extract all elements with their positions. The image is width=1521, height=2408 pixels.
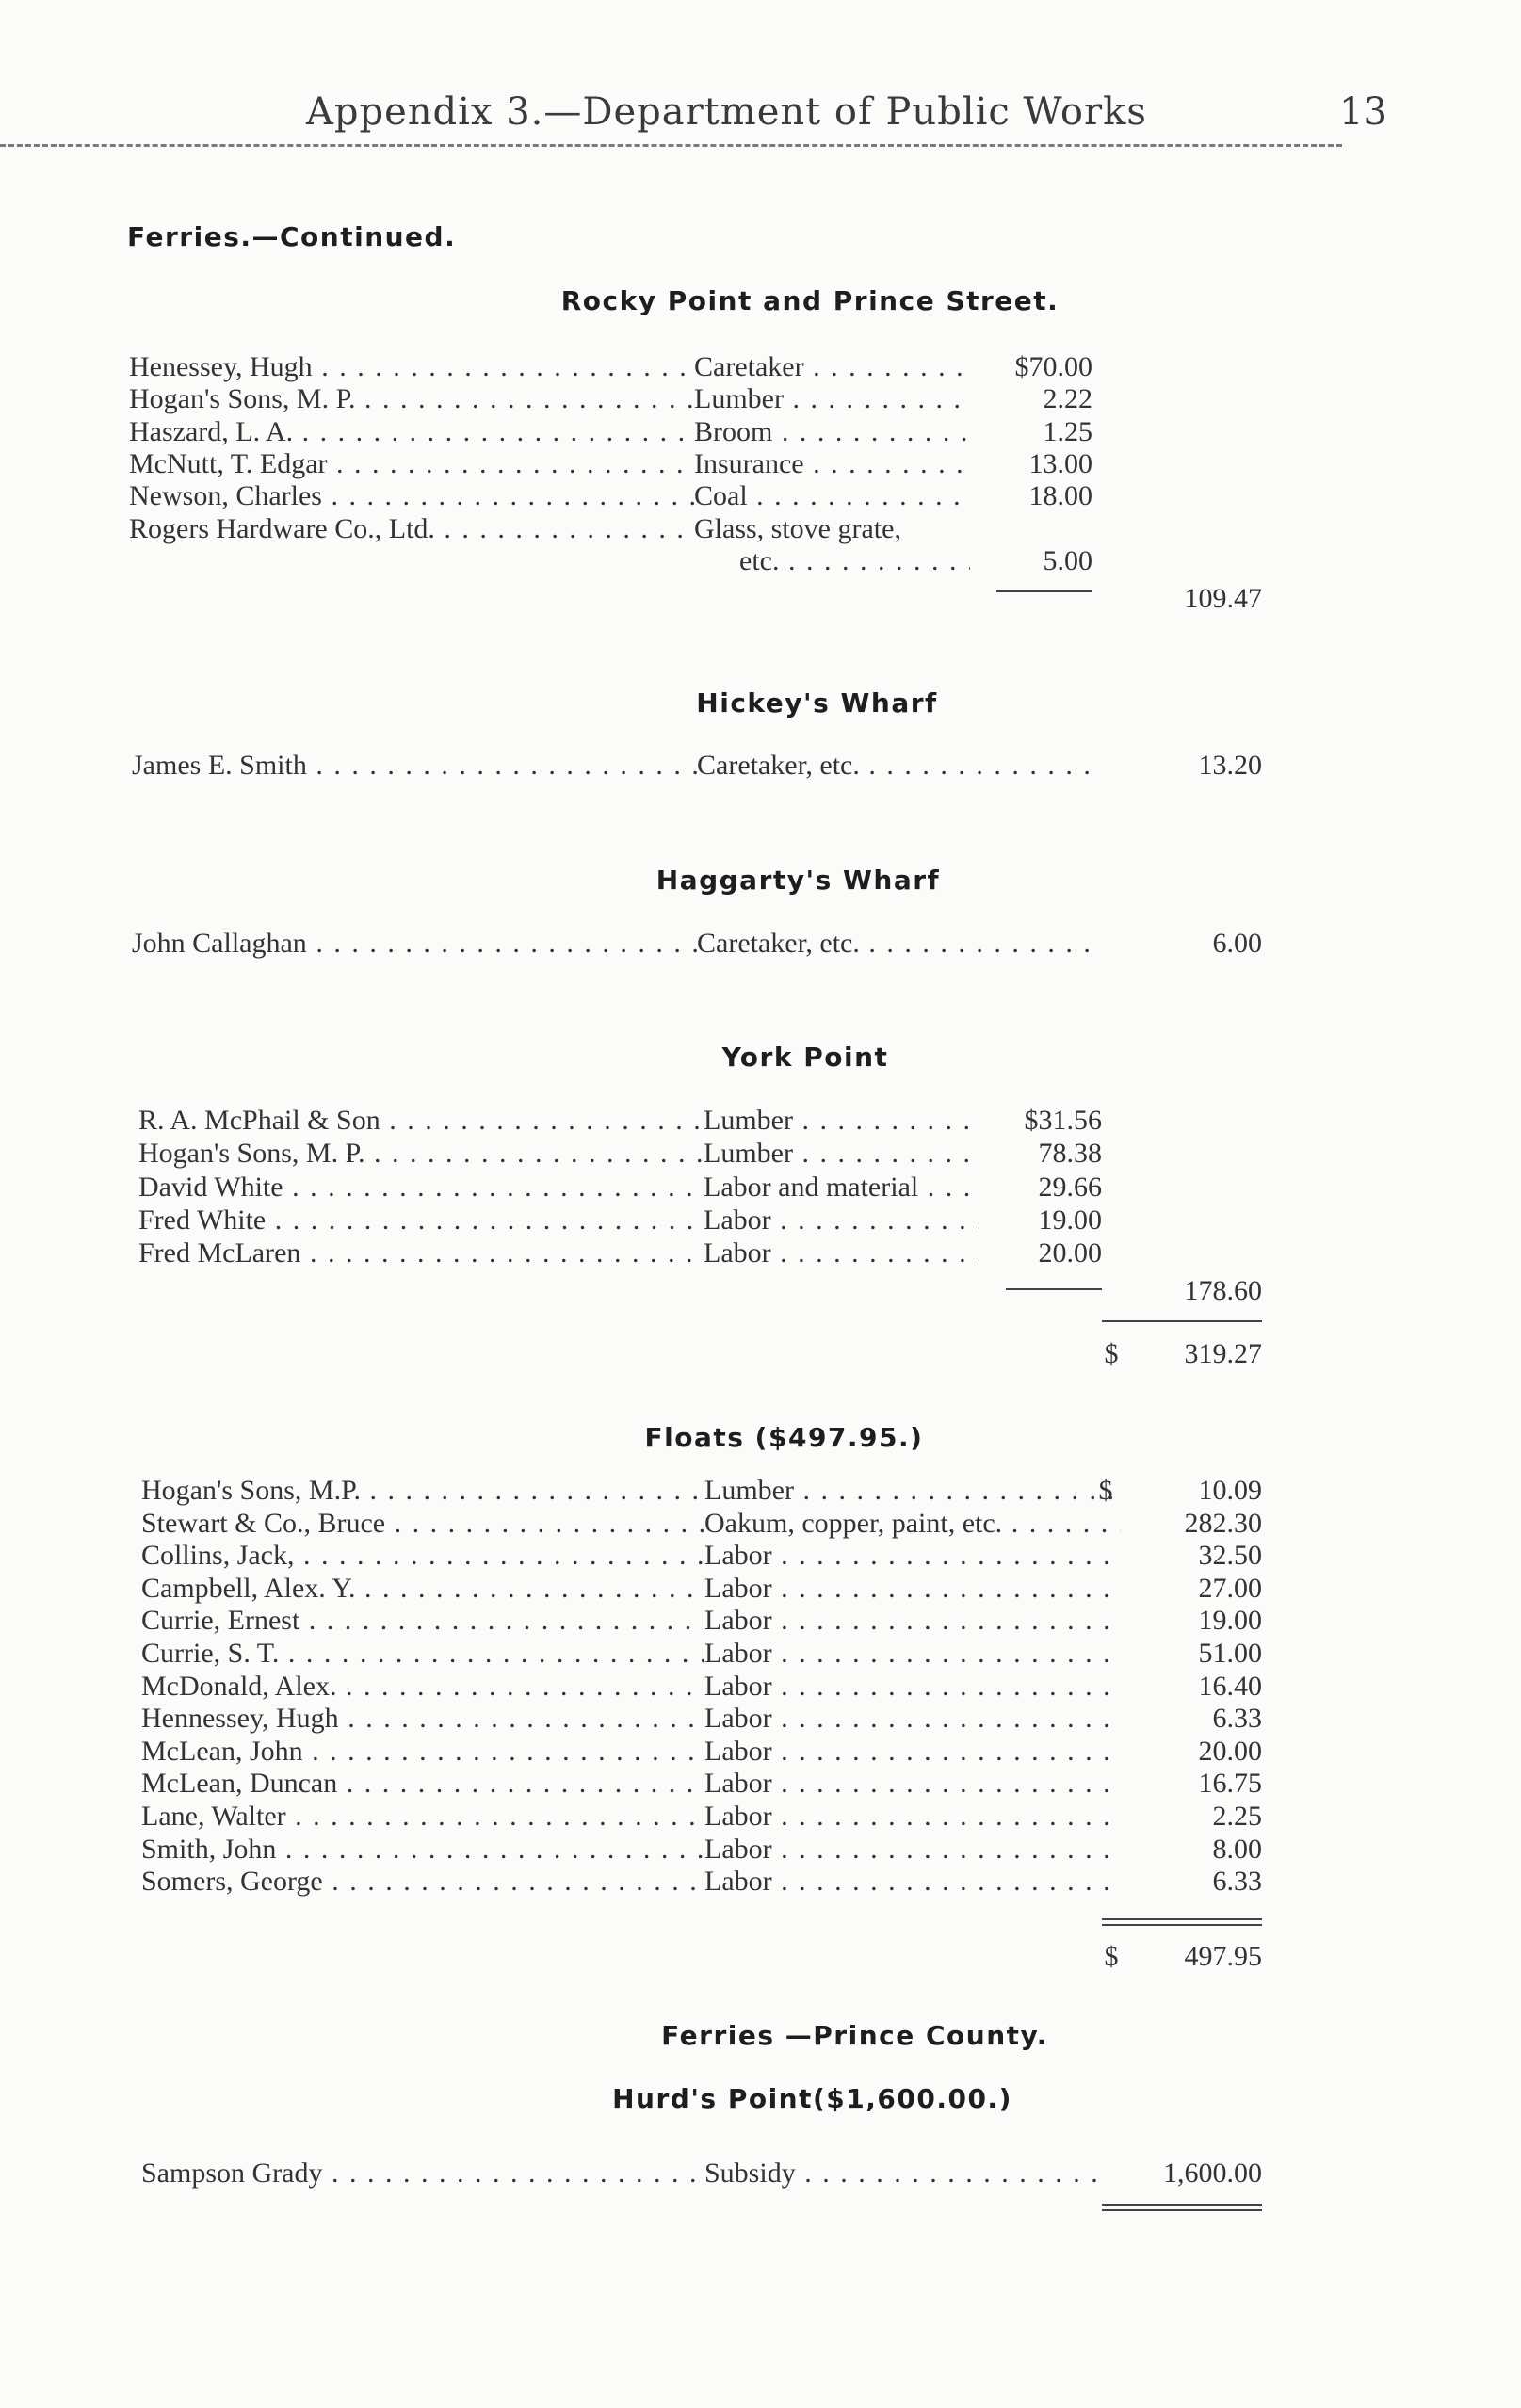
entry-item: Lumber . . . xyxy=(704,1474,1121,1508)
entry-item: Lumber . . . xyxy=(704,1104,979,1138)
entry-amount: 78.38 xyxy=(1038,1138,1102,1170)
entry-name: James E. Smith . . . xyxy=(132,749,697,783)
rocky-continuation-row xyxy=(0,544,1521,578)
subsection-title-york-point: York Point xyxy=(721,1042,889,1073)
entry-item: Labor . . . xyxy=(704,1833,1121,1867)
header-title: Appendix 3.—Department of Public Works xyxy=(306,90,1147,134)
entry-amount: 282.30 xyxy=(1184,1507,1262,1539)
entry-row xyxy=(0,350,1521,384)
subsection-title-haggartys-wharf: Haggarty's Wharf xyxy=(655,865,941,896)
entry-name: Lane, Walter . . . xyxy=(141,1800,704,1834)
entry-item: Glass, stove grate, xyxy=(694,512,901,544)
entry-name: John Callaghan . . . xyxy=(132,927,697,961)
entry-item: Labor . . . xyxy=(704,1572,1121,1606)
entry-amount: 16.75 xyxy=(1198,1768,1262,1800)
entry-amount: 19.00 xyxy=(1038,1204,1102,1236)
entry-row xyxy=(0,1604,1521,1638)
entry-name: Haszard, L. A. . . . xyxy=(129,415,694,449)
entry-row xyxy=(0,1767,1521,1801)
entry-name: Collins, Jack, . . . xyxy=(141,1539,704,1573)
entry-amount: 1.25 xyxy=(1043,415,1092,447)
entry-name: Fred White . . . xyxy=(138,1204,704,1237)
entry-row xyxy=(0,1539,1521,1573)
entry-row xyxy=(0,382,1521,416)
york-total-row xyxy=(0,1274,1521,1308)
entry-amount: 19.00 xyxy=(1198,1605,1262,1637)
entry-amount: 8.00 xyxy=(1212,1833,1262,1865)
entry-row xyxy=(0,1171,1521,1204)
entry-amount: 32.50 xyxy=(1198,1540,1262,1572)
entry-item: Labor and material . . . xyxy=(704,1171,979,1204)
entry-amount: 2.25 xyxy=(1212,1801,1262,1832)
entry-row xyxy=(0,1833,1521,1867)
header-rule xyxy=(0,144,1342,147)
entry-row xyxy=(0,512,1521,546)
entry-row xyxy=(0,1204,1521,1237)
entry-name: McLean, John . . . xyxy=(141,1735,704,1769)
entry-item: Caretaker, etc. . . . xyxy=(697,749,1092,783)
entry-row xyxy=(0,1702,1521,1736)
section-title-prince-county: Ferries —Prince County. xyxy=(661,2020,1048,2051)
entry-name: Rogers Hardware Co., Ltd. . . . xyxy=(129,512,694,546)
ferries-grand-total-row xyxy=(0,1337,1521,1371)
entry-item: Labor . . . xyxy=(704,1637,1121,1671)
entry-row xyxy=(0,415,1521,449)
haggarty-entry-row xyxy=(0,927,1521,961)
entry-item: Coal . . . xyxy=(694,479,970,513)
entry-item: etc. . . . xyxy=(739,544,970,578)
entry-row xyxy=(0,1572,1521,1606)
rocky-total-row xyxy=(0,582,1521,616)
entry-name: Henessey, Hugh . . . xyxy=(129,350,694,384)
entry-amount: 10.09 xyxy=(1198,1475,1262,1506)
section-total: 178.60 xyxy=(1184,1275,1262,1306)
entry-name: Stewart & Co., Bruce . . . xyxy=(141,1507,704,1541)
entry-row xyxy=(0,1800,1521,1834)
entry-item: Lumber . . . xyxy=(694,382,970,416)
entry-amount: 18.00 xyxy=(1028,480,1092,512)
grand-total-rule xyxy=(1102,1320,1262,1322)
entry-name: Somers, George . . . xyxy=(141,1865,704,1899)
page-number: 13 xyxy=(1339,90,1387,134)
floats-total-row xyxy=(0,1940,1521,1974)
subsection-title-rocky-point: Rocky Point and Prince Street. xyxy=(560,285,1060,316)
entry-name: Sampson Grady . . . xyxy=(141,2157,704,2190)
entry-name: Newson, Charles . . . xyxy=(129,479,694,513)
subsection-title-floats: Floats ($497.95.) xyxy=(644,1422,924,1453)
entry-item: Labor . . . xyxy=(704,1800,1121,1834)
entry-amount: 51.00 xyxy=(1198,1638,1262,1669)
double-rule xyxy=(1102,2204,1262,2211)
entry-name: R. A. McPhail & Son . . . xyxy=(138,1104,704,1138)
entry-item: Lumber . . . xyxy=(704,1137,979,1171)
entry-amount: $31.56 xyxy=(1024,1105,1102,1136)
entry-row xyxy=(0,1104,1521,1138)
entry-amount: 27.00 xyxy=(1198,1572,1262,1604)
currency-sign: $ xyxy=(1104,1941,1119,1972)
entry-amount: 29.66 xyxy=(1038,1171,1102,1203)
entry-name: Hogan's Sons, M. P. . . . xyxy=(129,382,694,416)
entry-row xyxy=(0,1507,1521,1541)
currency-sign: $ xyxy=(1098,1475,1113,1506)
entry-item: Labor . . . xyxy=(704,1670,1121,1704)
entry-row xyxy=(0,1236,1521,1270)
entry-name: Currie, Ernest . . . xyxy=(141,1604,704,1638)
entry-name: Currie, S. T. . . . xyxy=(141,1637,704,1671)
entry-amount: 20.00 xyxy=(1198,1735,1262,1767)
entry-amount: 13.00 xyxy=(1028,447,1092,479)
double-rule xyxy=(1102,1918,1262,1926)
entry-item: Subsidy . . . xyxy=(704,2157,1100,2190)
entry-row xyxy=(0,1670,1521,1704)
section-total: 6.00 xyxy=(1212,928,1262,959)
entry-amount: 16.40 xyxy=(1198,1670,1262,1702)
entry-item: Labor . . . xyxy=(704,1735,1121,1769)
entry-row xyxy=(0,1474,1521,1508)
entry-name: Smith, John . . . xyxy=(141,1833,704,1867)
entry-item: Oakum, copper, paint, etc. . . . xyxy=(704,1507,1121,1541)
entry-name: McLean, Duncan . . . xyxy=(141,1767,704,1801)
entry-item: Labor . . . xyxy=(704,1539,1121,1573)
entry-row xyxy=(0,479,1521,513)
entry-name: McNutt, T. Edgar . . . xyxy=(129,447,694,481)
entry-item: Labor . . . xyxy=(704,1767,1121,1801)
entry-amount: 6.33 xyxy=(1212,1703,1262,1735)
entry-amount: 5.00 xyxy=(1043,545,1092,576)
subsection-title-hickeys-wharf: Hickey's Wharf xyxy=(696,687,938,719)
entry-item: Labor . . . xyxy=(704,1702,1121,1736)
entry-item: Caretaker . . . xyxy=(694,350,970,384)
entry-amount: 6.33 xyxy=(1212,1866,1262,1898)
hickey-entry-row xyxy=(0,749,1521,783)
entry-name: Hennessey, Hugh . . . xyxy=(141,1702,704,1736)
section-total: 497.95 xyxy=(1184,1941,1262,1972)
entry-item: Labor . . . xyxy=(704,1865,1121,1899)
entry-name: Hogan's Sons, M.P. . . . xyxy=(141,1474,704,1508)
entry-row xyxy=(0,1865,1521,1899)
entry-item: Labor . . . xyxy=(704,1204,979,1237)
subsection-title-hurds-point: Hurd's Point($1,600.00.) xyxy=(612,2083,1012,2114)
entry-row xyxy=(0,1735,1521,1769)
hurds-point-entry-row xyxy=(0,2157,1521,2190)
section-total: 13.20 xyxy=(1198,750,1262,781)
entry-item: Insurance . . . xyxy=(694,447,970,481)
entry-item: Labor . . . xyxy=(704,1236,979,1270)
grand-total: 319.27 xyxy=(1184,1338,1262,1369)
entry-amount: 2.22 xyxy=(1043,383,1092,415)
entry-amount: 20.00 xyxy=(1038,1237,1102,1269)
entry-name: Fred McLaren . . . xyxy=(138,1236,704,1270)
section-total: 109.47 xyxy=(1184,583,1262,614)
section-total: 1,600.00 xyxy=(1163,2158,1262,2189)
page-header xyxy=(0,90,1521,147)
entry-name: Campbell, Alex. Y. . . . xyxy=(141,1572,704,1606)
entry-name: Hogan's Sons, M. P. . . . xyxy=(138,1137,704,1171)
entry-item: Broom . . . xyxy=(694,415,970,449)
entry-item: Caretaker, etc. . . . xyxy=(697,927,1097,961)
entry-name: David White . . . xyxy=(138,1171,704,1204)
entry-item: Labor . . . xyxy=(704,1604,1121,1638)
entry-row xyxy=(0,1137,1521,1171)
entry-row xyxy=(0,447,1521,481)
currency-sign: $ xyxy=(1104,1338,1119,1369)
section-title-ferries: Ferries.—Continued. xyxy=(127,221,457,252)
entry-name: McDonald, Alex. . . . xyxy=(141,1670,704,1704)
entry-amount: $70.00 xyxy=(1014,351,1092,382)
entry-row xyxy=(0,1637,1521,1671)
